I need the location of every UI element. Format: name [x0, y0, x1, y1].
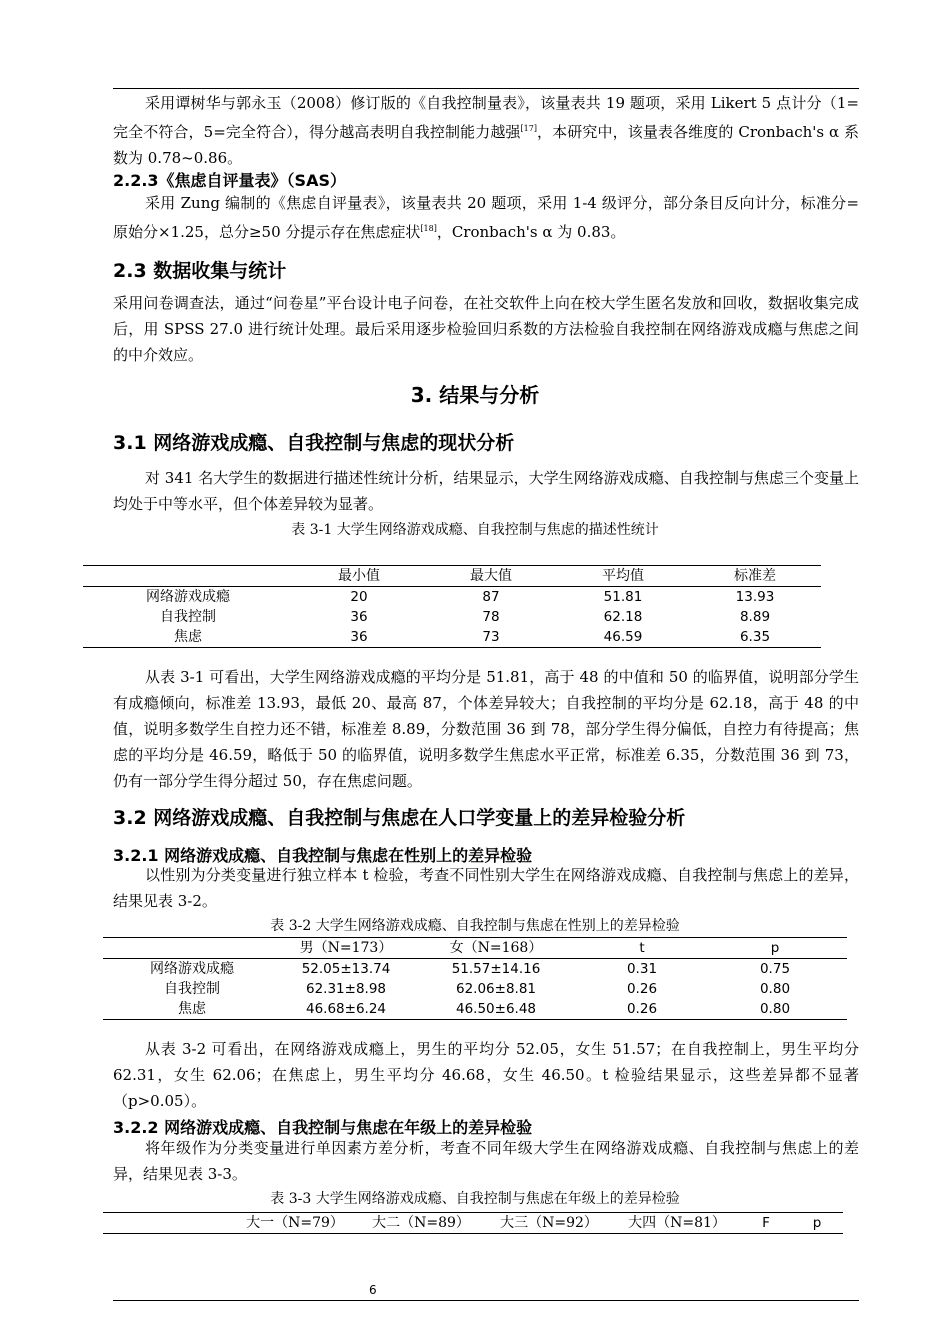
table3-caption: 表 3-3 大学生网络游戏成瘾、自我控制与焦虑在年级上的差异检验: [270, 1191, 680, 1207]
table3-header: 大四（N=81）: [628, 1215, 726, 1231]
table1: [83, 565, 821, 648]
table-cell: 52.05±13.74: [301, 961, 391, 977]
table2-header-row: [103, 938, 847, 959]
table-cell: 13.93: [735, 589, 775, 605]
table3: [103, 1212, 843, 1234]
table-cell: 20: [350, 589, 368, 605]
table2-header: t: [581, 938, 703, 959]
table-cell: 46.68±6.24: [305, 1001, 387, 1017]
table-cell: 6.35: [739, 629, 771, 645]
paragraph-descriptive: 对 341 名大学生的数据进行描述性统计分析，结果显示，大学生网络游戏成瘾、自我控制与焦虑三个变量上均处于中等水平，但个体差异较为显著。: [113, 469, 859, 513]
table-cell: 8.89: [739, 609, 771, 625]
table-row: [103, 959, 847, 980]
table2: [103, 937, 847, 1020]
row-label: 焦虑: [178, 1001, 206, 1017]
table2-header: p: [703, 938, 847, 959]
heading-3-1: 3.1 网络游戏成瘾、自我控制与焦虑的现状分析: [113, 432, 515, 454]
table-cell: 0.26: [626, 981, 658, 997]
table-cell: 0.75: [759, 961, 791, 977]
heading-2-3: 2.3 数据收集与统计: [113, 260, 287, 282]
table1-header: [83, 566, 293, 587]
table-cell: 51.57±14.16: [451, 961, 541, 977]
table3-header: p: [812, 1215, 822, 1231]
table-cell: 46.50±6.48: [455, 1001, 537, 1017]
table1-header-row: [83, 566, 821, 587]
row-label: 自我控制: [164, 981, 220, 997]
table-cell: 0.31: [626, 961, 658, 977]
table-row: [83, 627, 821, 648]
table-cell: 62.31±8.98: [305, 981, 387, 997]
table2-header: [103, 938, 281, 959]
row-label: 网络游戏成瘾: [146, 589, 230, 605]
table-cell: 51.81: [603, 589, 643, 605]
paragraph-table1-analysis: 从表 3-1 可看出，大学生网络游戏成瘾的平均分是 51.81，高于 48 的中值和 50 的临界值，说明部分学生有成瘾倾向，标准差 13.93，最低 20、最高 87，个体差异较大；自我控制的平均分是 62.18，高于 48 的中值，说明多数学生自控力还不错，标准差 8.89，分数范围 36 到 78，部分学生得分偏低，自控力有待提高；焦虑的平均分是 46.59，略低于 50 的临界值，说明多数学生焦虑水平正常，标准差 6.35，分数范围 36 到 73，仍有一部分学生得分超过 50，存在焦虑问题。: [113, 668, 859, 790]
table3-header: F: [762, 1215, 770, 1231]
row-label: 自我控制: [160, 609, 216, 625]
heading-3-2-2: 3.2.2 网络游戏成瘾、自我控制与焦虑在年级上的差异检验: [113, 1118, 533, 1137]
table-cell: 0.80: [759, 1001, 791, 1017]
heading-3: 3. 结果与分析: [410, 383, 540, 407]
table3-header: 大二（N=89）: [372, 1215, 470, 1231]
table2-caption: 表 3-2 大学生网络游戏成瘾、自我控制与焦虑在性别上的差异检验: [270, 918, 680, 934]
table-cell: 78: [482, 609, 500, 625]
paragraph-table2-analysis: 从表 3-2 可看出，在网络游戏成瘾上，男生的平均分 52.05，女生 51.57；在自我控制上，男生平均分 62.31，女生 62.06；在焦虑上，男生平均分 46.68，女生 46.50。t 检验结果显示，这些差异都不显著（p>0.05）。: [113, 1040, 859, 1110]
table-cell: 46.59: [603, 629, 643, 645]
table3-header: 大一（N=79）: [246, 1215, 344, 1231]
header-rule: [113, 88, 859, 89]
paragraph-sas: 采用 Zung 编制的《焦虑自评量表》，该量表共 20 题项，采用 1-4 级评分，部分条目反向计分，标准分=原始分×1.25，总分≥50 分提示存在焦虑症状[18]，Cronbach's α 为 0.83。: [113, 194, 859, 241]
table-cell: 62.06±8.81: [455, 981, 537, 997]
table-cell: 0.80: [759, 981, 791, 997]
citation-17: [17]: [520, 124, 537, 133]
table3-header: 大三（N=92）: [500, 1215, 598, 1231]
paragraph-data-collection: 采用问卷调查法，通过“问卷星”平台设计电子问卷，在社交软件上向在校大学生匿名发放和回收，数据收集完成后，用 SPSS 27.0 进行统计处理。最后采用逐步检验回归系数的方法检验自我控制在网络游戏成瘾与焦虑之间的中介效应。: [113, 294, 859, 364]
table-row: [103, 999, 847, 1020]
table-cell: 36: [350, 629, 368, 645]
table-cell: 0.26: [626, 1001, 658, 1017]
table-row: [83, 607, 821, 627]
footer-rule: [113, 1300, 859, 1301]
paragraph-gender-test: 以性别为分类变量进行独立样本 t 检验，考查不同性别大学生在网络游戏成瘾、自我控制与焦虑上的差异，结果见表 3-2。: [113, 866, 859, 910]
table1-header: 最小值: [293, 566, 425, 587]
table-row: [103, 979, 847, 999]
heading-3-2-1: 3.2.1 网络游戏成瘾、自我控制与焦虑在性别上的差异检验: [113, 846, 533, 865]
row-label: 焦虑: [174, 629, 202, 645]
citation-18: [18]: [420, 224, 437, 233]
heading-3-2: 3.2 网络游戏成瘾、自我控制与焦虑在人口学变量上的差异检验分析: [113, 807, 686, 829]
table-cell: 62.18: [603, 609, 643, 625]
paragraph-grade-test: 将年级作为分类变量进行单因素方差分析，考查不同年级大学生在网络游戏成瘾、自我控制与焦虑上的差异，结果见表 3-3。: [113, 1139, 859, 1183]
table-cell: 73: [482, 629, 500, 645]
table2-header: 女（N=168）: [411, 938, 581, 959]
table-cell: 36: [350, 609, 368, 625]
table2-header: 男（N=173）: [281, 938, 411, 959]
table-row: [83, 587, 821, 608]
table1-header: 最大值: [425, 566, 557, 587]
table1-caption: 表 3-1 大学生网络游戏成瘾、自我控制与焦虑的描述性统计: [291, 522, 659, 538]
table1-header: 标准差: [689, 566, 821, 587]
table-cell: 87: [482, 589, 500, 605]
row-label: 网络游戏成瘾: [150, 961, 234, 977]
page-number: 6: [369, 1283, 377, 1297]
heading-2-2-3: 2.2.3《焦虑自评量表》（SAS）: [113, 171, 346, 190]
paragraph-self-control-scale: 采用谭树华与郭永玉（2008）修订版的《自我控制量表》，该量表共 19 题项，采用 Likert 5 点计分（1=完全不符合，5=完全符合），得分越高表明自我控制能力越强[17]，本研究中，该量表各维度的 Cronbach's α 系数为 0.78~0.86。: [113, 94, 859, 167]
table3-header-row: [103, 1213, 843, 1234]
table1-header: 平均值: [557, 566, 689, 587]
table3-header: [103, 1213, 233, 1234]
